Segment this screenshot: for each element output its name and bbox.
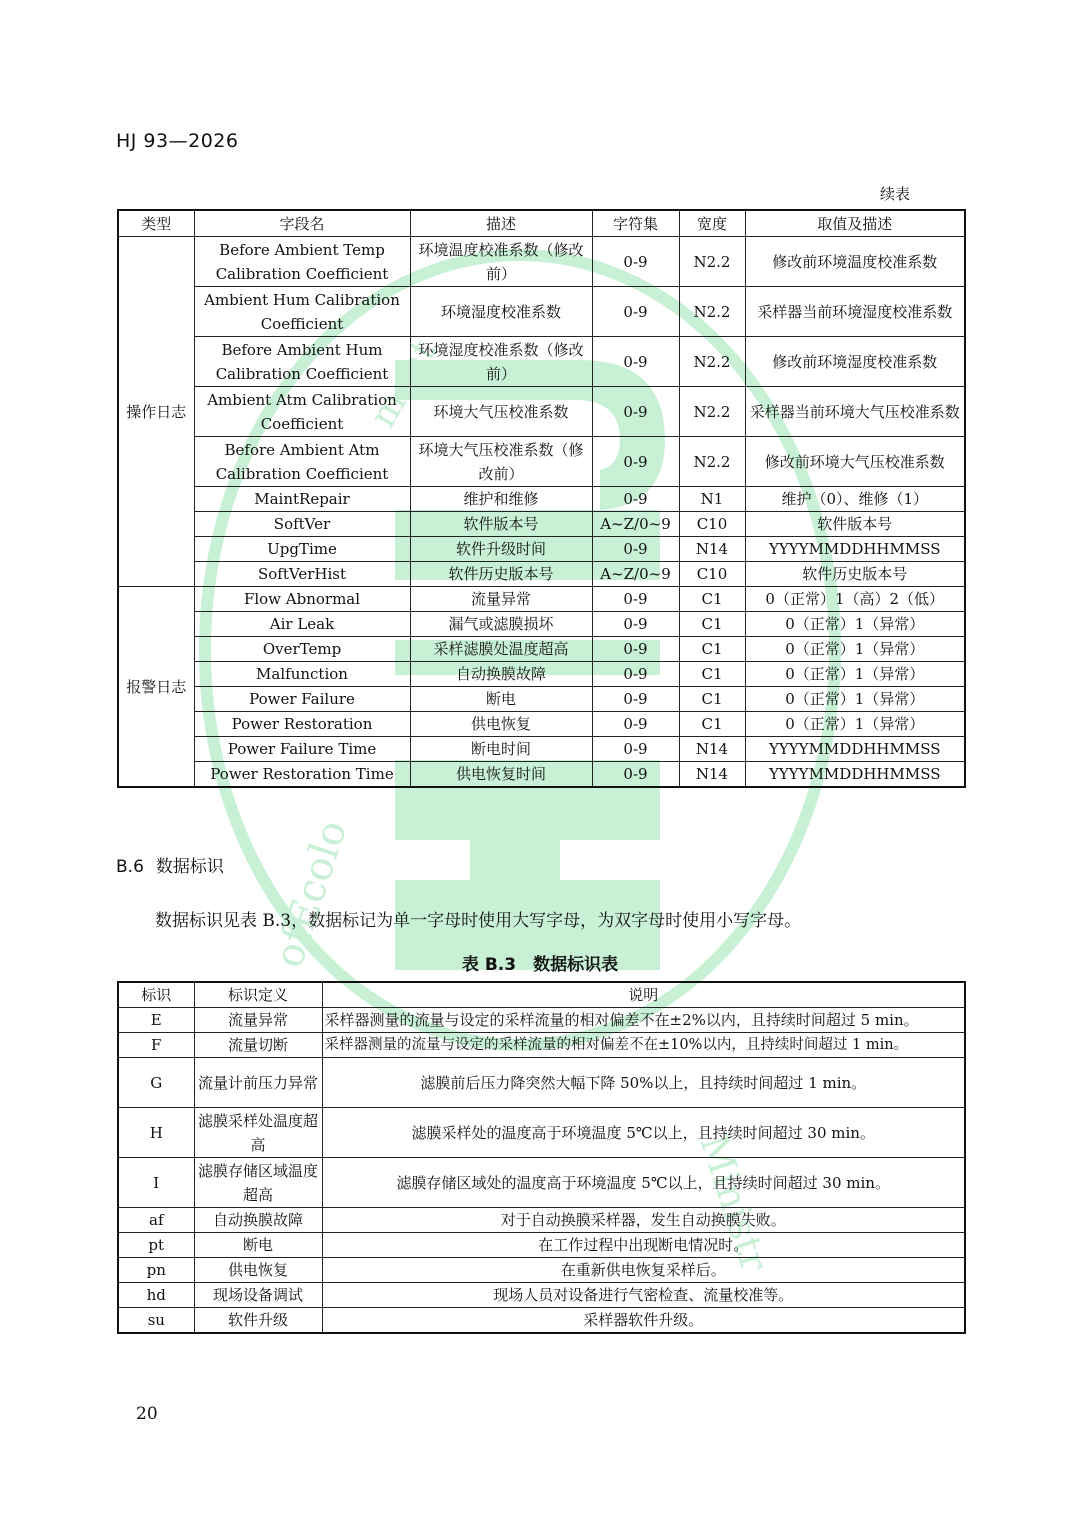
field-name-cell: Power Restoration [194,712,410,737]
field-name-cell: Flow Abnormal [194,587,410,612]
value-cell: 软件历史版本号 [745,562,965,587]
description-cell: 自动换膜故障 [410,662,592,687]
column-header: 标识定义 [194,982,322,1008]
charset-cell: 0-9 [592,612,679,637]
table-row [118,587,965,612]
flag-note-cell: 在工作过程中出现断电情况时。 [322,1233,965,1258]
svg-text:ment: ment [362,333,445,435]
field-name-cell: Power Failure [194,687,410,712]
description-cell: 软件历史版本号 [410,562,592,587]
field-name-cell: MaintRepair [194,487,410,512]
description-cell: 环境大气压校准系数（修改前） [410,437,592,487]
table-row [118,537,965,562]
flag-definition-cell: 供电恢复 [194,1258,322,1283]
description-cell: 环境大气压校准系数 [410,387,592,437]
page-number: 20 [136,1404,158,1424]
flag-note-cell: 采样器软件升级。 [322,1308,965,1334]
value-cell: 0（正常）1（异常） [745,612,965,637]
value-cell: YYYYMMDDHHMMSS [745,762,965,788]
flag-note-cell: 滤膜采样处的温度高于环境温度 5℃以上，且持续时间超过 30 min。 [322,1108,965,1158]
field-name-cell: Before Ambient Temp Calibration Coefficient [194,237,410,287]
width-cell: N1 [679,487,745,512]
table-row [118,1258,965,1283]
body-paragraph: 数据标识见表 B.3，数据标记为单一字母时使用大写字母，为双字母时使用小写字母。 [155,911,802,931]
data-flag-table [117,981,966,1334]
charset-cell: 0-9 [592,387,679,437]
field-name-cell: Power Restoration Time [194,762,410,788]
flag-code-cell: I [118,1158,194,1208]
field-name-cell: Malfunction [194,662,410,687]
flag-definition-cell: 现场设备调试 [194,1283,322,1308]
flag-note-cell: 采样器测量的流量与设定的采样流量的相对偏差不在±10%以内，且持续时间超过 1 min。 [322,1033,965,1058]
table-row [118,437,965,487]
column-header: 宽度 [679,210,745,237]
field-name-cell: Ambient Hum Calibration Coefficient [194,287,410,337]
log-fields-table [117,209,966,788]
value-cell: 软件版本号 [745,512,965,537]
table-row [118,1283,965,1308]
table-header-row [118,982,965,1008]
table-row [118,387,965,437]
table-row [118,737,965,762]
field-name-cell: OverTemp [194,637,410,662]
flag-code-cell: pn [118,1258,194,1283]
flag-code-cell: hd [118,1283,194,1308]
table-row [118,662,965,687]
description-cell: 环境湿度校准系数（修改前） [410,337,592,387]
description-cell: 环境温度校准系数（修改前） [410,237,592,287]
charset-cell: 0-9 [592,237,679,287]
flag-note-cell: 对于自动换膜采样器，发生自动换膜失败。 [322,1208,965,1233]
description-cell: 流量异常 [410,587,592,612]
value-cell: 0（正常）1（高）2（低） [745,587,965,612]
width-cell: C1 [679,587,745,612]
flag-definition-cell: 断电 [194,1233,322,1258]
charset-cell: 0-9 [592,687,679,712]
value-cell: 采样器当前环境湿度校准系数 [745,287,965,337]
charset-cell: 0-9 [592,637,679,662]
field-name-cell: Ambient Atm Calibration Coefficient [194,387,410,437]
flag-code-cell: G [118,1058,194,1108]
field-name-cell: SoftVer [194,512,410,537]
field-name-cell: UpgTime [194,537,410,562]
value-cell: 修改前环境温度校准系数 [745,237,965,287]
column-header: 字符集 [592,210,679,237]
value-cell: 采样器当前环境大气压校准系数 [745,387,965,437]
field-name-cell: Before Ambient Atm Calibration Coefficient [194,437,410,487]
description-cell: 供电恢复时间 [410,762,592,788]
svg-text:ofEcolo: ofEcolo [265,814,357,974]
charset-cell: 0-9 [592,437,679,487]
flag-definition-cell: 流量异常 [194,1008,322,1033]
width-cell: C1 [679,612,745,637]
value-cell: 0（正常）1（异常） [745,712,965,737]
charset-cell: 0-9 [592,337,679,387]
flag-definition-cell: 滤膜存储区域温度超高 [194,1158,322,1208]
log-type-cell: 报警日志 [118,587,194,788]
flag-note-cell: 采样器测量的流量与设定的采样流量的相对偏差不在±2%以内，且持续时间超过 5 min。 [322,1008,965,1033]
table-header-row [118,210,965,237]
width-cell: N2.2 [679,337,745,387]
flag-code-cell: H [118,1108,194,1158]
description-cell: 断电时间 [410,737,592,762]
flag-code-cell: E [118,1008,194,1033]
table-row [118,637,965,662]
field-name-cell: Power Failure Time [194,737,410,762]
table-row [118,1058,965,1108]
table-row [118,1008,965,1033]
flag-code-cell: pt [118,1233,194,1258]
field-name-cell: Before Ambient Hum Calibration Coefficient [194,337,410,387]
width-cell: N14 [679,537,745,562]
description-cell: 断电 [410,687,592,712]
table-row [118,512,965,537]
table-row [118,1158,965,1208]
value-cell: 维护（0）、维修（1） [745,487,965,512]
flag-definition-cell: 自动换膜故障 [194,1208,322,1233]
column-header: 标识 [118,982,194,1008]
value-cell: YYYYMMDDHHMMSS [745,737,965,762]
column-header: 类型 [118,210,194,237]
table-row [118,612,965,637]
flag-note-cell: 滤膜存储区域处的温度高于环境温度 5℃以上，且持续时间超过 30 min。 [322,1158,965,1208]
charset-cell: 0-9 [592,737,679,762]
continued-table-label: 续表 [880,185,911,203]
charset-cell: 0-9 [592,712,679,737]
value-cell: 0（正常）1（异常） [745,637,965,662]
table-row [118,287,965,337]
field-name-cell: SoftVerHist [194,562,410,587]
section-number: B.6 [116,857,144,877]
width-cell: N2.2 [679,437,745,487]
table-caption: 表 B.3 数据标识表 [461,955,619,975]
description-cell: 漏气或滤膜损坏 [410,612,592,637]
width-cell: C1 [679,662,745,687]
description-cell: 环境湿度校准系数 [410,287,592,337]
svg-text:Ministr: Ministr [691,1129,777,1277]
charset-cell: 0-9 [592,662,679,687]
value-cell: 修改前环境湿度校准系数 [745,337,965,387]
description-cell: 软件版本号 [410,512,592,537]
table-row [118,762,965,788]
charset-cell: 0-9 [592,762,679,788]
description-cell: 供电恢复 [410,712,592,737]
table-row [118,1108,965,1158]
charset-cell: 0-9 [592,587,679,612]
width-cell: C1 [679,637,745,662]
flag-definition-cell: 流量切断 [194,1033,322,1058]
width-cell: C1 [679,687,745,712]
column-header: 字段名 [194,210,410,237]
description-cell: 软件升级时间 [410,537,592,562]
section-heading [116,852,224,877]
value-cell: 0（正常）1（异常） [745,687,965,712]
table-row [118,487,965,512]
flag-code-cell: F [118,1033,194,1058]
width-cell: C10 [679,512,745,537]
width-cell: N14 [679,762,745,788]
column-header: 说明 [322,982,965,1008]
width-cell: N2.2 [679,237,745,287]
column-header: 取值及描述 [745,210,965,237]
column-header: 描述 [410,210,592,237]
flag-note-cell: 滤膜前后压力降突然大幅下降 50%以上，且持续时间超过 1 min。 [322,1058,965,1108]
charset-cell: 0-9 [592,537,679,562]
table-row [118,1033,965,1058]
charset-cell: A~Z/0~9 [592,512,679,537]
flag-definition-cell: 滤膜采样处温度超高 [194,1108,322,1158]
flag-definition-cell: 流量计前压力异常 [194,1058,322,1108]
charset-cell: 0-9 [592,487,679,512]
width-cell: C10 [679,562,745,587]
width-cell: N14 [679,737,745,762]
table-row [118,237,965,287]
table-row [118,1308,965,1334]
description-cell: 采样滤膜处温度超高 [410,637,592,662]
charset-cell: 0-9 [592,287,679,337]
log-type-cell: 操作日志 [118,237,194,587]
value-cell: 0（正常）1（异常） [745,662,965,687]
charset-cell: A~Z/0~9 [592,562,679,587]
table-row [118,337,965,387]
table-row [118,1208,965,1233]
flag-code-cell: af [118,1208,194,1233]
width-cell: C1 [679,712,745,737]
value-cell: 修改前环境大气压校准系数 [745,437,965,487]
field-name-cell: Air Leak [194,612,410,637]
table-row [118,1233,965,1258]
table-row [118,687,965,712]
document-code-header: HJ 93—2026 [116,130,239,152]
flag-code-cell: su [118,1308,194,1334]
flag-definition-cell: 软件升级 [194,1308,322,1334]
description-cell: 维护和维修 [410,487,592,512]
width-cell: N2.2 [679,287,745,337]
flag-note-cell: 在重新供电恢复采样后。 [322,1258,965,1283]
value-cell: YYYYMMDDHHMMSS [745,537,965,562]
flag-note-cell: 现场人员对设备进行气密检查、流量校准等。 [322,1283,965,1308]
table-row [118,562,965,587]
section-title: 数据标识 [155,857,224,877]
table-row [118,712,965,737]
width-cell: N2.2 [679,387,745,437]
